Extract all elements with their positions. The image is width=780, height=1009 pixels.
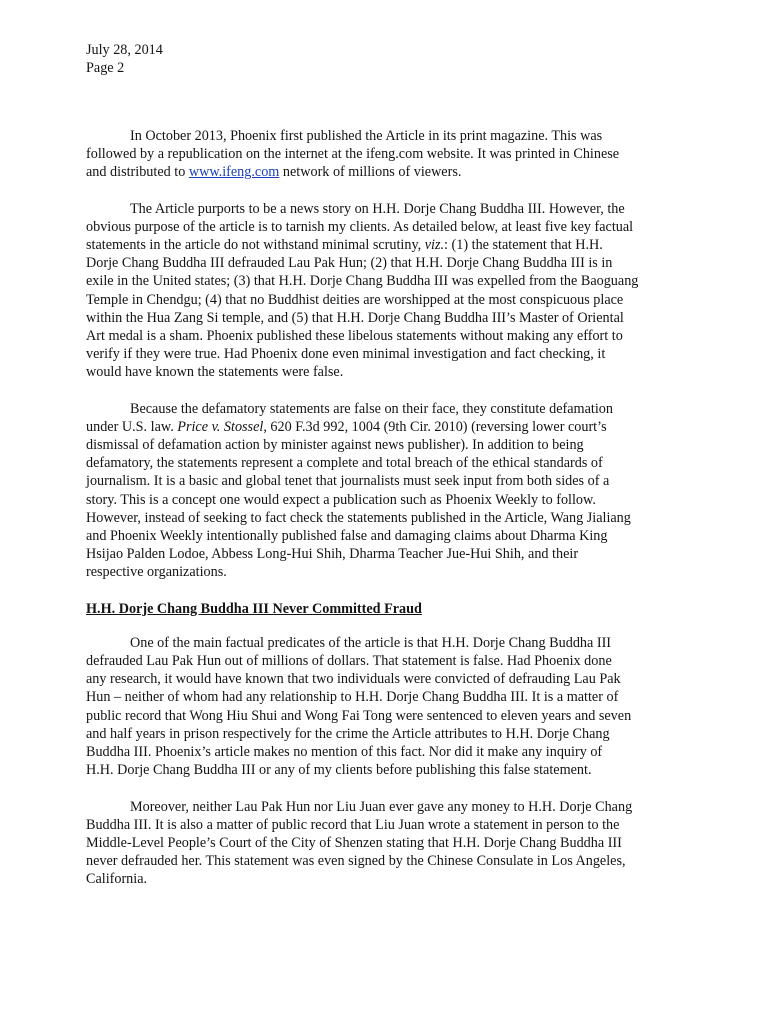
text-line: journalism. It is a basic and global tenet that journalists must seek input from both sides of a xyxy=(86,473,610,490)
text-line: any research, it would have known that two individuals were convicted of defrauding Lau Pak xyxy=(86,671,621,688)
text-line: Hun – neither of whom had any relationship to H.H. Dorje Chang Buddha III. It is a matter of xyxy=(86,689,619,706)
text-fragment: under U.S. law. xyxy=(86,418,178,435)
text-fragment: network of millions of viewers. xyxy=(279,164,462,181)
page-number: Page 2 xyxy=(86,60,125,76)
paragraph-fraud-claim xyxy=(86,634,646,780)
text-line: In October 2013, Phoenix first published the Article in its print magazine. This was xyxy=(130,128,603,144)
text-line: obvious purpose of the article is to tarnish my clients. As detailed below, at least five key factual xyxy=(86,218,634,235)
text-line: California. xyxy=(86,871,148,888)
text-fragment: statements in the article do not withstand minimal scrutiny, xyxy=(86,237,425,254)
paragraph-defamation xyxy=(86,400,646,582)
text-line: and half years in prison respectively for the crime the Article attributes to H.H. Dorje Chang xyxy=(86,725,610,742)
text-line: Because the defamatory statements are false on their face, they constitute defamation xyxy=(130,400,613,417)
paragraph-article-claims xyxy=(86,200,646,382)
text-line: dismissal of defamation action by minister against news publisher). In addition to being xyxy=(86,437,584,454)
letter-date: July 28, 2014 xyxy=(86,42,163,58)
paragraph-publication xyxy=(86,127,646,182)
text-line: Temple in Chendgu; (4) that no Buddhist deities are worshipped at the most conspicuous place xyxy=(86,291,624,308)
ifeng-link[interactable]: www.ifeng.com xyxy=(188,164,280,181)
text-line: followed by a republication on the internet at the ifeng.com website. It was printed in Chinese xyxy=(86,146,620,163)
text-line: would have known the statements were false. xyxy=(86,364,344,381)
text-line: public record that Wong Hiu Shui and Wong Fai Tong were sentenced to eleven years and seven xyxy=(86,707,632,724)
text-line: defamatory, the statements represent a complete and total breach of the ethical standards of xyxy=(86,455,603,472)
text-line: within the Hua Zang Si temple, and (5) that H.H. Dorje Chang Buddha III’s Master of Oriental xyxy=(86,309,624,326)
text-line: verify if they were true. Had Phoenix done even minimal investigation and fact checking, it xyxy=(86,346,606,363)
text-line: However, instead of seeking to fact check the statements published in the Article, Wang Jialiang xyxy=(86,509,631,526)
section-heading: H.H. Dorje Chang Buddha III Never Committed Fraud xyxy=(86,600,422,617)
text-line: exile in the United states; (3) that H.H. Dorje Chang Buddha III was expelled from the Baoguang xyxy=(86,273,639,290)
text-line: Moreover, neither Lau Pak Hun nor Liu Juan ever gave any money to H.H. Dorje Chang xyxy=(130,798,633,815)
text-line xyxy=(86,163,646,181)
text-line: One of the main factual predicates of the article is that H.H. Dorje Chang Buddha III xyxy=(130,634,612,651)
text-fragment: and distributed to xyxy=(86,164,189,181)
text-line: Art medal is a sham. Phoenix published these libelous statements without making any effort to xyxy=(86,328,623,345)
text-line xyxy=(86,418,646,436)
text-line: defrauded Lau Pak Hun out of millions of dollars. That statement is false. Had Phoenix done xyxy=(86,653,612,670)
text-line: Buddha III. It is also a matter of public record that Liu Juan wrote a statement in person to the xyxy=(86,816,620,833)
letter-body xyxy=(86,127,646,907)
text-line xyxy=(86,236,646,254)
text-line: Hsijao Palden Lodoe, Abbess Long-Hui Shih, Dharma Teacher Jue-Hui Shih, and their xyxy=(86,546,579,563)
text-fragment: , 620 F.3d 992, 1004 (9th Cir. 2010) (reversing lower court’s xyxy=(263,418,607,435)
text-line: respective organizations. xyxy=(86,564,227,581)
text-line: Buddha III. Phoenix’s article makes no mention of this fact. Nor did it make any inquiry of xyxy=(86,744,603,761)
letter-header xyxy=(86,41,163,77)
text-line: Dorje Chang Buddha III defrauded Lau Pak Hun; (2) that H.H. Dorje Chang Buddha III is in xyxy=(86,255,613,272)
text-line: The Article purports to be a news story on H.H. Dorje Chang Buddha III. However, the xyxy=(130,200,625,217)
text-line: H.H. Dorje Chang Buddha III or any of my clients before publishing this false statement. xyxy=(86,762,592,779)
text-line: story. This is a concept one would expect a publication such as Phoenix Weekly to follow. xyxy=(86,491,596,508)
text-fragment: : (1) the statement that H.H. xyxy=(444,237,603,254)
text-line: never defrauded her. This statement was even signed by the Chinese Consulate in Los Angeles, xyxy=(86,853,626,870)
text-line: Middle-Level People’s Court of the City of Shenzen stating that H.H. Dorje Chang Buddha III xyxy=(86,834,622,851)
paragraph-public-record xyxy=(86,798,646,889)
italic-term: viz. xyxy=(424,237,445,254)
case-citation: Price v. Stossel xyxy=(177,418,264,435)
text-line: and Phoenix Weekly intentionally published false and damaging claims about Dharma King xyxy=(86,528,608,545)
